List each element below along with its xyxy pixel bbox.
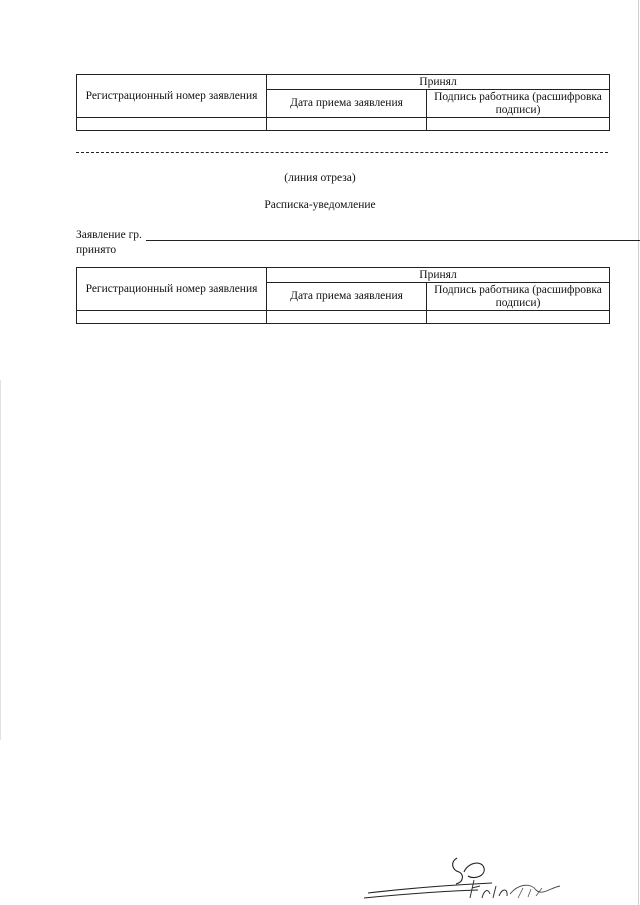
scan-edge	[0, 380, 1, 740]
accepted-text: принято	[76, 244, 117, 256]
date-header: Дата приема заявления	[267, 90, 427, 118]
scan-edge	[638, 0, 639, 905]
date-cell	[267, 118, 427, 131]
accepted-by-header: Принял	[267, 75, 610, 90]
registration-table-top	[76, 74, 610, 131]
statement-label: Заявление гр.	[76, 229, 142, 241]
cut-line-caption: (линия отреза)	[284, 172, 356, 184]
registration-table-receipt	[76, 267, 610, 324]
handwritten-signature	[360, 848, 570, 904]
signature-header: Подпись работника (расшифровка подписи)	[427, 283, 610, 311]
date-header: Дата приема заявления	[267, 283, 427, 311]
receipt-title: Расписка-уведомление	[264, 199, 376, 211]
reg-number-header: Регистрационный номер заявления	[77, 75, 267, 118]
reg-number-cell	[77, 118, 267, 131]
cut-line	[76, 152, 608, 153]
reg-number-cell	[77, 311, 267, 324]
reg-number-header: Регистрационный номер заявления	[77, 268, 267, 311]
accepted-by-header: Принял	[267, 268, 610, 283]
statement-field	[76, 229, 616, 243]
signature-header: Подпись работника (расшифровка подписи)	[427, 90, 610, 118]
signature-cell	[427, 311, 610, 324]
statement-blank-line	[146, 240, 640, 241]
signature-cell	[427, 118, 610, 131]
date-cell	[267, 311, 427, 324]
